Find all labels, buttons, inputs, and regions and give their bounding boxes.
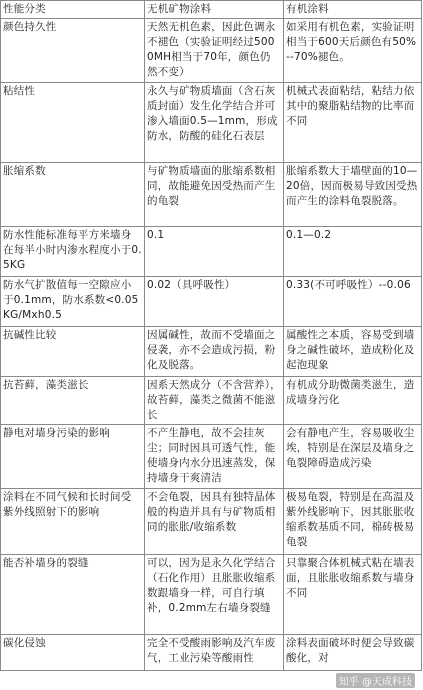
organic-cell: 只靠聚合体机械式粘在墙表面，且胀胀收缩系数与墙身不同 <box>284 555 422 635</box>
organic-cell: 极易龟裂，特别是在高温及紫外线影响下，因其胀胀收缩系数基质不同，棉砖极易龟裂 <box>284 489 422 555</box>
row-label: 防水气扩散值每一空隙应小于0.1mm，防水系数<0.05KG/Mxh0.5 <box>1 277 145 327</box>
inorganic-cell: 永久与矿物质墙面（含石灰质封面）发生化学结合并可渗入墙面0.5—1mm，形成防水，防酸的硅化石表层 <box>145 83 284 163</box>
row-label: 碳化侵蚀 <box>1 635 145 671</box>
inorganic-cell: 天然无机色素，因此色调永不褪色（实验证明经过5000MH相当于70年，颜色仍然不变） <box>145 19 284 83</box>
row-label: 防水性能标准每平方米墙身在每半小时内渗水程度小于0.5KG <box>1 227 145 277</box>
inorganic-cell: 与矿物质墙面的胀缩系数相同，故能避免因受热而产生的龟裂 <box>145 163 284 227</box>
organic-cell: 属酸性之本质，容易受到墙身之碱性破坏，造成粉化及起泡现象 <box>284 327 422 377</box>
table-row <box>1 635 422 671</box>
organic-cell: 涂料表面破坏时便会导致碳酸化，对 <box>284 635 422 671</box>
row-label: 抗碱性比较 <box>1 327 145 377</box>
table-row <box>1 19 422 83</box>
inorganic-cell: 因属碱性，故而不受墙面之侵袭，亦不会造成污损，粉化及脱落。 <box>145 327 284 377</box>
watermark-label: 知乎 @天成科技 <box>336 673 415 688</box>
table-row <box>1 277 422 327</box>
row-label: 抗苔藓，藻类滋长 <box>1 377 145 425</box>
row-label: 粘结性 <box>1 83 145 163</box>
organic-cell: 胀缩系数大于墙壁面的10—20倍，因而极易导致因受热而产生的涂料龟裂脱落。 <box>284 163 422 227</box>
row-label: 静电对墙身污染的影响 <box>1 425 145 489</box>
header-inorganic-coating: 无机矿物涂料 <box>145 1 284 19</box>
organic-cell: 有机成分助微菌类滋生，造成墙身污化 <box>284 377 422 425</box>
inorganic-cell: 可以，因为是永久化学结合（石化作用）且胀胀收缩系数跟墙身一样，可自行填补，0.2mm左右墙身裂缝 <box>145 555 284 635</box>
table-header-row <box>1 1 422 19</box>
table-row <box>1 377 422 425</box>
row-label: 能否补墙身的裂缝 <box>1 555 145 635</box>
table-row <box>1 83 422 163</box>
header-performance-category: 性能分类 <box>1 1 145 19</box>
inorganic-cell: 因系天然成分（不含营养），故苔藓，藻类之微菌不能滋长 <box>145 377 284 425</box>
inorganic-cell: 完全不受酸雨影响及汽车废气，工业污染等酸雨性 <box>145 635 284 671</box>
table-row <box>1 489 422 555</box>
inorganic-cell: 0.1 <box>145 227 284 277</box>
header-organic-coating: 有机涂料 <box>284 1 422 19</box>
table-row <box>1 227 422 277</box>
row-label: 胀缩系数 <box>1 163 145 227</box>
inorganic-cell: 不会龟裂，因具有独特晶体般的构造并具有与矿物质相同的胀胀/收缩系数 <box>145 489 284 555</box>
organic-cell: 会有静电产生，容易吸收尘埃，特别是在深层及墙身之龟裂障碍造成污染 <box>284 425 422 489</box>
table-row <box>1 163 422 227</box>
organic-cell: 如采用有机色素，实验证明相当于600天后颜色有50%--70%褪色。 <box>284 19 422 83</box>
organic-cell: 0.33(不可呼吸性）--0.06 <box>284 277 422 327</box>
row-label: 涂料在不同气候和长时间受紫外线照射下的影响 <box>1 489 145 555</box>
organic-cell: 0.1—0.2 <box>284 227 422 277</box>
inorganic-cell: 不产生静电，故不会挂灰尘；同时因具可透气性，能使墙身内水分迅速蒸发，保持墙身干爽清洁 <box>145 425 284 489</box>
inorganic-cell: 0.02（具呼吸性） <box>145 277 284 327</box>
organic-cell: 机械式表面粘结，粘结力依其中的聚脂粘结物的比率而不同 <box>284 83 422 163</box>
row-label: 颜色持久性 <box>1 19 145 83</box>
table-row <box>1 555 422 635</box>
table-row <box>1 425 422 489</box>
table-row <box>1 327 422 377</box>
